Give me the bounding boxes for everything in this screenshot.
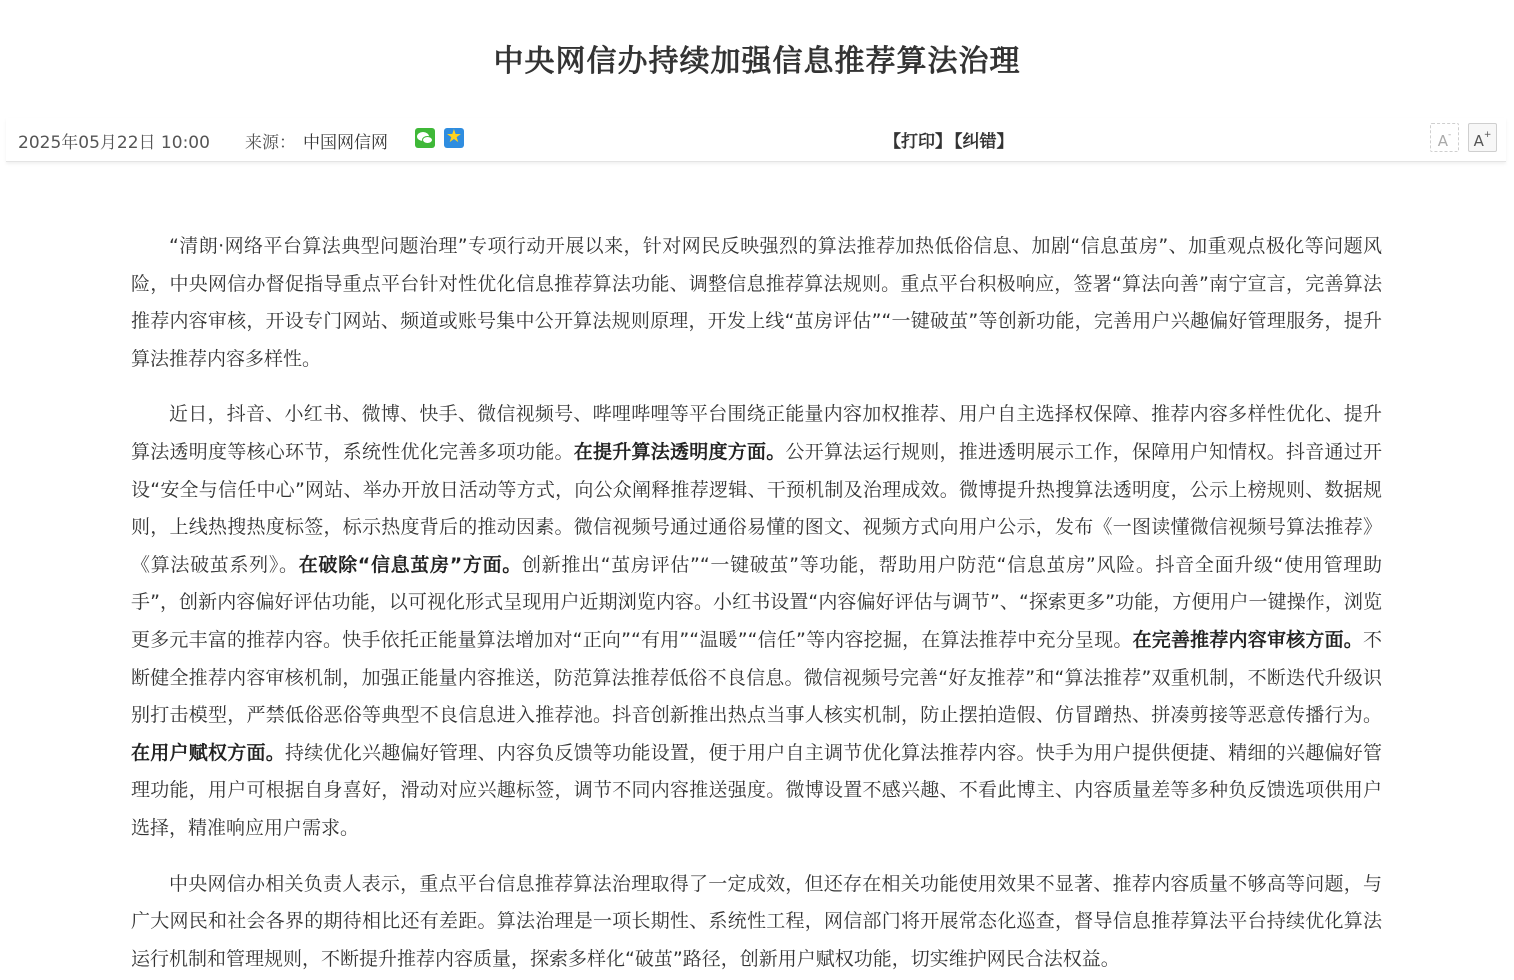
paragraph-text: 近日，抖音、小红书、微博、快手、微信视频号、哔哩哔哩等平台围绕正能量内容加权推荐、用户自主选择权保障、推荐内容多样性优化、提升算法透明度等核心环节，系统性优化完善多项功能。 [131,403,1382,463]
qzone-share-icon[interactable]: ★ [445,126,463,147]
paragraph-subheading: 在用户赋权方面。 [131,741,285,764]
article-paragraph [131,228,1382,378]
article-meta-bar [6,118,1506,162]
print-link[interactable]: 【打印】 [884,132,952,152]
source-name: 中国网信网 [303,133,388,153]
article-actions [884,127,1016,152]
font-smaller-mark: - [1448,130,1452,140]
paragraph-text: “清朗·网络平台算法典型问题治理”专项行动开展以来，针对网民反映强烈的算法推荐加热低俗信息、加剧“信息茧房”、加重观点极化等问题风险，中央网信办督促指导重点平台针对性优化信息推荐算法功能、调整信息推荐算法规则。重点平台积极响应，签署“算法向善”南宁宣言，完善算法推荐内容审核，开设专门网站、频道或账号集中公开算法规则原理，开发上线“茧房评估”“一键破茧”等创新功能，完善用户兴趣偏好管理服务，提升算法推荐内容多样性。 [131,235,1382,370]
wechat-share-icon[interactable] [415,128,435,148]
font-smaller-label: A [1437,132,1448,150]
source-label: 来源： [245,133,296,153]
article-paragraph [131,866,1382,979]
font-larger-label: A [1473,132,1484,150]
font-larger-mark: + [1483,130,1492,140]
article-body [131,228,1382,980]
article-paragraph [131,396,1382,847]
paragraph-subheading: 在破除“信息茧房”方面。 [298,553,522,576]
paragraph-text: 中央网信办相关负责人表示，重点平台信息推荐算法治理取得了一定成效，但还存在相关功能使用效果不显著、推荐内容质量不够高等问题，与广大网民和社会各界的期待相比还有差距。算法治理是一项长期性、系统性工程，网信部门将开展常态化巡查，督导信息推荐算法平台持续优化算法运行机制和管理规则，不断提升推荐内容质量，探索多样化“破茧”路径，创新用户赋权功能，切实维护网民合法权益。 [131,872,1382,970]
publish-date: 2025年05月22日 10:00 [18,133,210,153]
correct-link[interactable]: 【纠错】 [954,132,1014,152]
paragraph-subheading: 在提升算法透明度方面。 [573,440,786,463]
paragraph-text: 公开算法运行规则，推进透明展示工作，保障用户知情权。抖音通过开设“安全与信任中心”网站、举办开放日活动等方式，向公众阐释推荐逻辑、干预机制及治理成效。微博提升热搜算法透明度，公示上榜规则、数据规则，上线热搜热度标签，标示热度背后的推动因素。微信视频号通过通俗易懂的图文、视频方式向用户公示，发布《一图读懂微信视频号算法推荐》《算法破茧系列》。 [131,440,1382,576]
paragraph-text: 不断健全推荐内容审核机制，加强正能量内容推送，防范算法推荐低俗不良信息。微信视频号完善“好友推荐”和“算法推荐”双重机制，不断迭代升级识别打击模型，严禁低俗恶俗等典型不良信息进入推荐池。抖音创新推出热点当事人核实机制，防止摆拍造假、仿冒蹭热、拼凑剪接等恶意传播行为。 [131,628,1382,727]
font-smaller-button[interactable] [1430,123,1459,152]
paragraph-text: 创新推出“茧房评估”“一键破茧”等功能，帮助用户防范“信息茧房”风险。抖音全面升级“使用管理助手”，创新内容偏好评估功能，以可视化形式呈现用户近期浏览内容。小红书设置“内容偏好评估与调节”、“探索更多”功能，方便用户一键操作，浏览更多元丰富的推荐内容。快手依托正能量算法增加对“正向”“有用”“温暖”“信任”等内容挖掘，在算法推荐中充分呈现。 [131,553,1382,651]
article-title: 中央网信办持续加强信息推荐算法治理 [493,44,1021,79]
paragraph-text: 持续优化兴趣偏好管理、内容负反馈等功能设置，便于用户自主调节优化算法推荐内容。快手为用户提供便捷、精细的兴趣偏好管理功能，用户可根据自身喜好，滑动对应兴趣标签，调节不同内容推送强度。微博设置不感兴趣、不看此博主、内容质量差等多种负反馈选项供用户选择，精准响应用户需求。 [131,741,1382,839]
font-larger-button[interactable] [1468,123,1497,152]
paragraph-subheading: 在完善推荐内容审核方面。 [1132,628,1363,651]
